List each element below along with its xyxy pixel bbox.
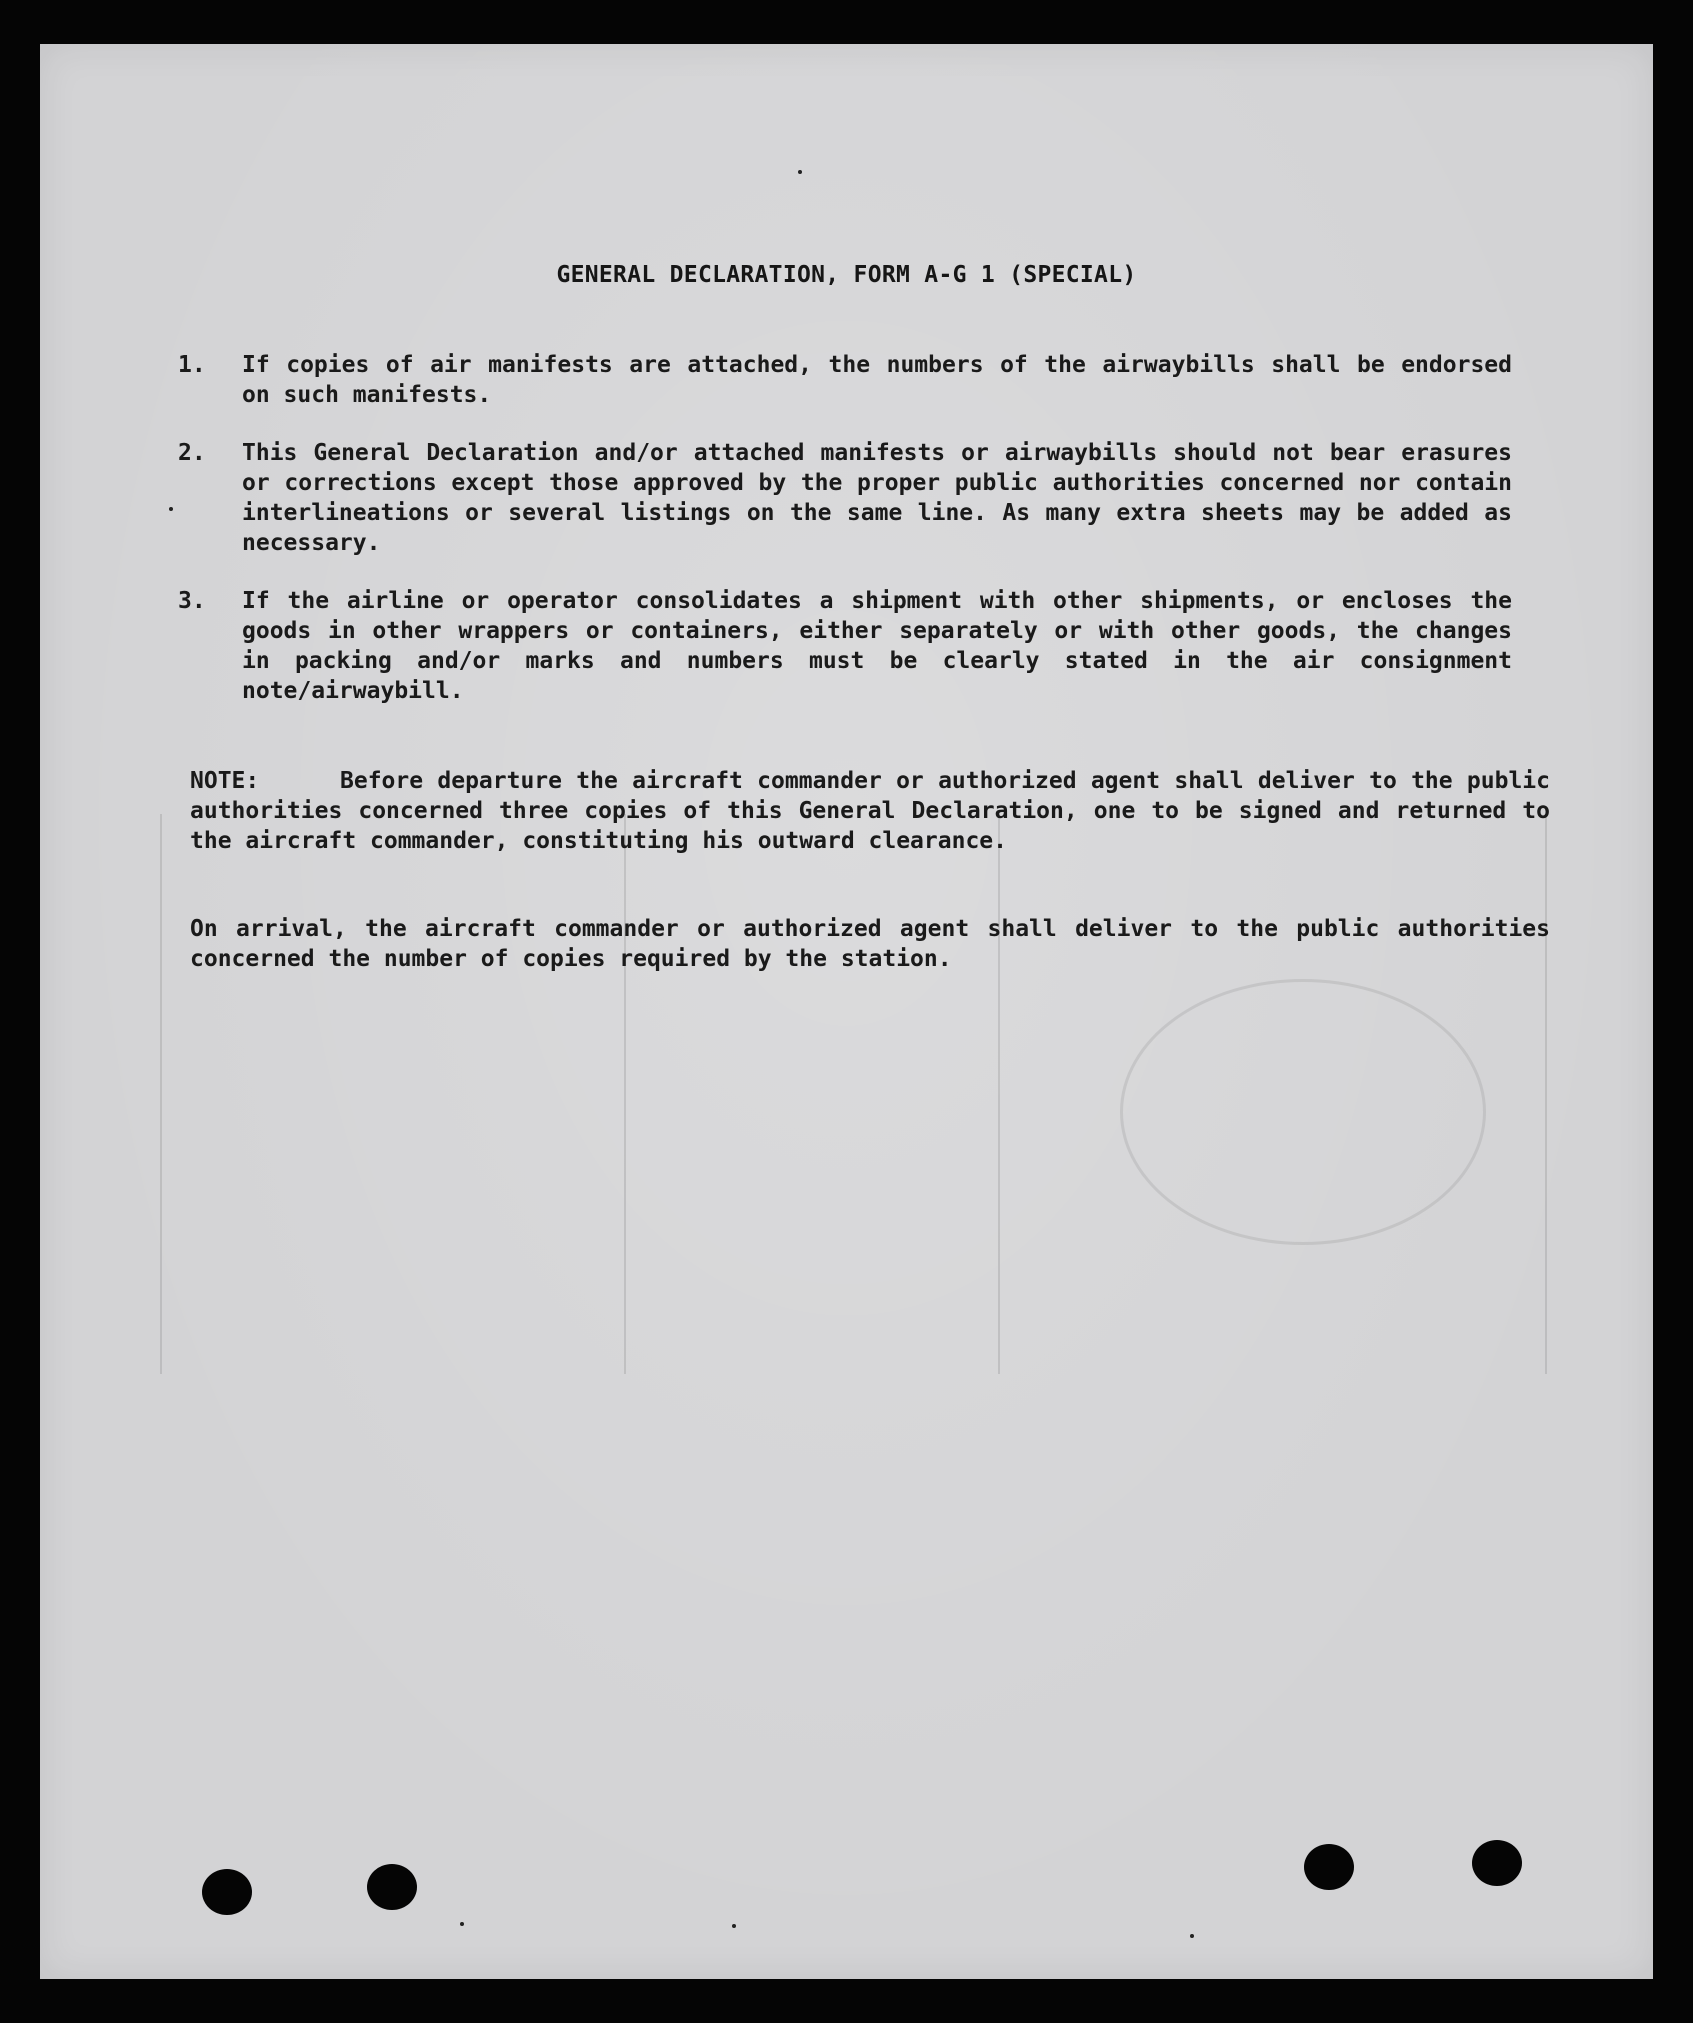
list-item-number: 2.	[178, 440, 206, 466]
list-item-text: If the airline or operator consolidates a shipment with other shipments, or encloses the goods in other wrappers or containers, either separately or with other goods, the changes in packing and/or marks and numbers must be clearly stated in the air consignment note/airwaybill.	[242, 588, 1512, 704]
bleed-through-rule	[624, 814, 626, 1374]
list-item-number: 1.	[178, 352, 206, 378]
dust-speck	[1190, 1934, 1194, 1938]
document-title: GENERAL DECLARATION, FORM A-G 1 (SPECIAL)	[556, 262, 1137, 288]
document-page	[40, 44, 1653, 1979]
punch-hole	[1472, 1840, 1522, 1886]
list-item-text: This General Declaration and/or attached manifests or airwaybills should not bear erasures or corrections except those approved by the proper public authorities concerned nor contain interlineations or several listings on the same line. As many extra sheets may be added as necessary.	[242, 440, 1512, 556]
dust-speck	[798, 170, 802, 174]
punch-hole	[367, 1864, 417, 1910]
dust-speck	[460, 1922, 464, 1926]
bleed-through-rule	[1545, 814, 1547, 1374]
dust-speck	[169, 507, 173, 511]
note-text: Before departure the aircraft commander or authorized agent shall deliver to the public authorities concerned three copies of this General Declaration, one to be signed and returned to the aircraft commander, constituting his outward clearance.	[190, 768, 1550, 854]
arrival-paragraph: On arrival, the aircraft commander or authorized agent shall deliver to the public authorities concerned the number of copies required by the station.	[190, 916, 1550, 972]
list-item-number: 3.	[178, 588, 206, 614]
punch-hole	[202, 1869, 252, 1915]
list-item-text: If copies of air manifests are attached, the numbers of the airwaybills shall be endorsed on such manifests.	[242, 352, 1512, 408]
dust-speck	[732, 1924, 736, 1928]
bleed-through-rule	[998, 814, 1000, 1374]
bleed-through-stamp	[1120, 979, 1486, 1245]
bleed-through-rule	[160, 814, 162, 1374]
note-label: NOTE:	[190, 768, 260, 794]
note-paragraph	[190, 766, 1550, 856]
punch-hole	[1304, 1844, 1354, 1890]
